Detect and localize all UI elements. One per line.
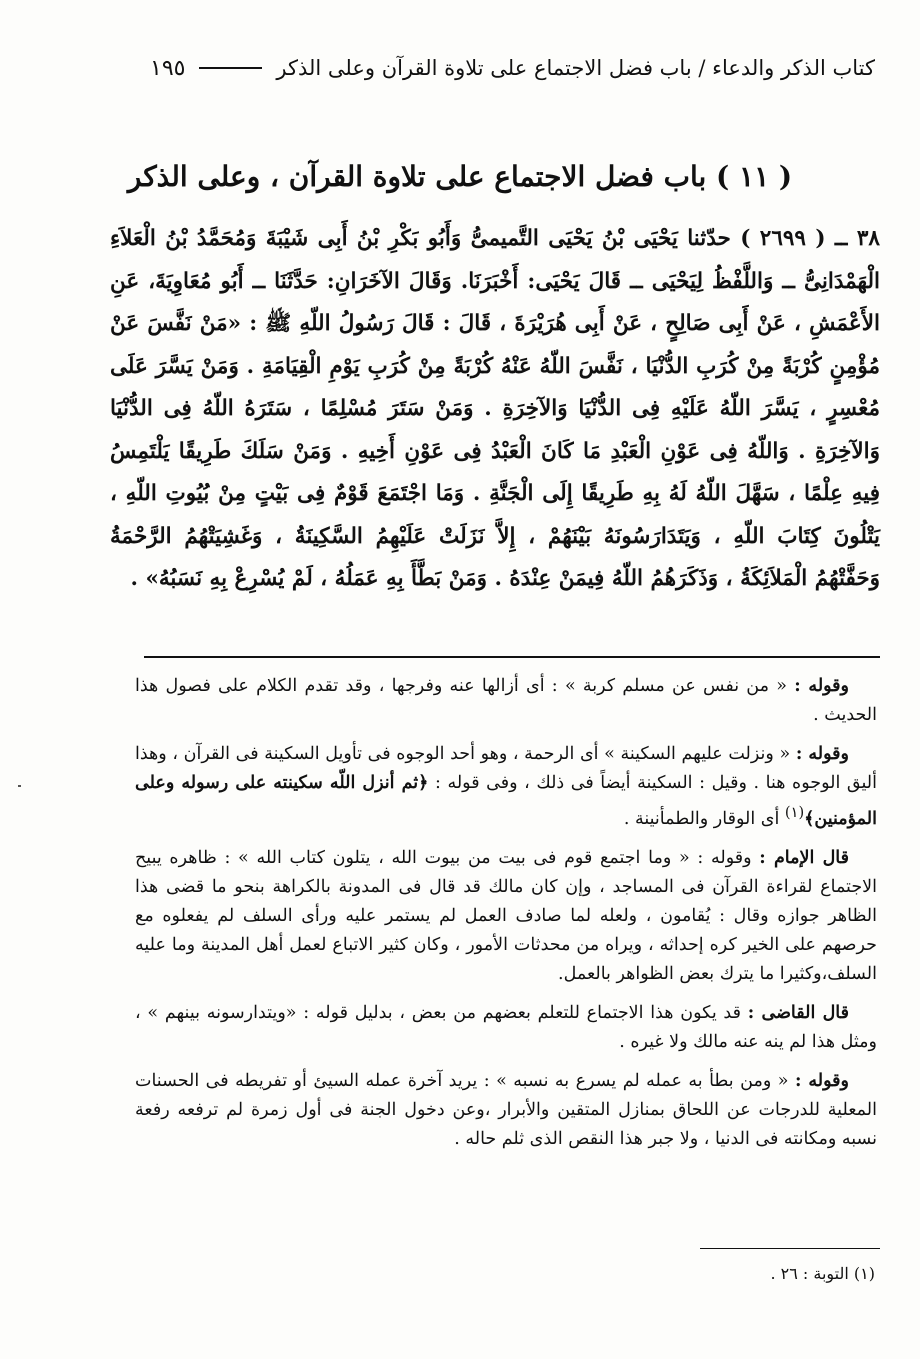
commentary-paragraph [135, 1067, 877, 1154]
footnote-rule [700, 1248, 880, 1249]
commentary-text: « ونزلت عليهم السكينة » أى الرحمة ، وهو أحد الوجوه فى تأويل السكينة فى القرآن ، وهذا أليق الوجوه هنا . وقيل : السكينة أيضاً فى ذلك ، وفى قوله : [135, 744, 877, 793]
commentary-text: أى الوقار والطمأنينة . [623, 808, 780, 829]
commentary-paragraph [135, 844, 877, 989]
footnote-ref: (١) [784, 804, 805, 821]
commentary-block [135, 672, 877, 1164]
hadith-text-block [110, 218, 880, 601]
running-title: كتاب الذكر والدعاء / باب فضل الاجتماع على تلاوة القرآن وعلى الذكر [276, 56, 875, 80]
commentary-text: وقوله : « وما اجتمع قوم فى بيت من بيوت الله ، يتلون كتاب الله » : ظاهره يبيح الاجتماع لقراءة القرآن فى المساجد ، وإن كان مالك قد قال فى المدونة بالكراهة بنحو ما قضى هذا الظاهر جوازه وقال : يُقامون ، ولعله لما صادف العمل لم يستمر عليه ورأى السلف لم يفعلوه مع حرصهم على الخير كره إحداثه ، ويراه من محدثات الأمور ، وكان كثير الاتباع لعمل أهل المدينة وما عليه السلف،وكثيرا ما يترك بعض الظواهر بالعمل. [135, 847, 877, 984]
section-divider [144, 656, 880, 658]
margin-mark [18, 785, 21, 787]
commentary-text: « من نفس عن مسلم كربة » : أى أزالها عنه وفرجها ، وقد تقدم الكلام على فصول هذا الحديث . [135, 676, 877, 725]
running-header [150, 50, 875, 86]
commentary-paragraph [135, 999, 877, 1057]
commentary-lead: وقوله : [794, 676, 850, 696]
commentary-lead: وقوله : [795, 744, 849, 764]
commentary-text: « ومن بطأ به عمله لم يسرع به نسبه » : يريد آخرة عمله السيئ أو تفريطه فى الحسنات المعلية للدرجات عن اللحاق بمنازل المتقين والأبرار ،وعن دخول الجنة فى أول زمرة لم ترفعه رفعة نسبه ومكانته فى الدنيا ، ولا جبر هذا النقص الذى ثلم حاله . [135, 1070, 877, 1149]
footnote: (١) التوبة : ٢٦ . [770, 1264, 875, 1283]
commentary-paragraph [135, 672, 877, 730]
header-rule [199, 67, 262, 69]
quran-quote: ﴿ثم أنزل اللّه سكينته على رسوله وعلى المؤمنين﴾ [135, 773, 877, 829]
commentary-text: قد يكون هذا الاجتماع للتعلم بعضهم من بعض ، بدليل قوله : «ويتدارسونه بينهم » ، ومثل هذا لم ينه عنه مالك ولا غيره . [135, 1002, 877, 1052]
commentary-lead: وقوله : [794, 1070, 849, 1091]
page-number: ١٩٥ [150, 55, 186, 81]
commentary-paragraph [135, 740, 877, 834]
hadith-number: ٣٨ ــ ( ٢٦٩٩ ) [740, 226, 880, 251]
hadith-body: حدّثنا يَحْيَى بْنُ يَحْيَى التَّميمىُّ وَأَبُو بَكْرِ بْنُ أَبِى شَيْبَةَ وَمُحَمَّدُ بْنُ الْعَلاَءِ الْهَمْدَانِىُّ ــ وَاللَّفْظُ لِيَحْيَى ــ قَالَ يَحْيَى: أَخْبَرَنَا. وَقَالَ الآخَرَانِ: حَدَّثَنَا ــ أَبُو مُعَاوِيَةَ، عَنِ الأَعْمَشِ ، عَنْ أَبِى صَالِحٍ ، عَنْ أَبِى هُرَيْرَةَ ، قَالَ : قَالَ رَسُولُ اللّهِ ﷺ : «مَنْ نَفَّسَ عَنْ مُؤْمِنٍ كُرْبَةً مِنْ كُرَبِ الدُّنْيَا ، نَفَّسَ اللّهُ عَنْهُ كُرْبَةً مِنْ كُرَبِ يَوْمِ الْقِيَامَةِ . وَمَنْ يَسَّرَ عَلَى مُعْسِرٍ ، يَسَّرَ اللّهُ عَلَيْهِ فِى الدُّنْيَا وَالآخِرَةِ . وَمَنْ سَتَرَ مُسْلِمًا ، سَتَرَهُ اللّهُ فِى الدُّنْيَا وَالآخِرَةِ . وَاللّهُ فِى عَوْنِ الْعَبْدِ مَا كَانَ الْعَبْدُ فِى عَوْنِ أَخِيهِ . وَمَنْ سَلَكَ طَرِيقًا يَلْتَمِسُ فِيهِ عِلْمًا ، سَهَّلَ اللّهُ لَهُ بِهِ طَرِيقًا إِلَى الْجَنَّةِ . وَمَا اجْتَمَعَ قَوْمٌ فِى بَيْتٍ مِنْ بُيُوتِ اللّهِ ، يَتْلُونَ كِتَابَ اللّهِ ، وَيَتَدَارَسُونَهُ بَيْنَهُمْ ، إِلاَّ نَزَلَتْ عَلَيْهِمُ السَّكِينَةُ ، وَغَشِيَتْهُمُ الرَّحْمَةُ وَحَفَّتْهُمُ الْمَلاَئِكَةُ ، وَذَكَرَهُمُ اللّهُ فِيمَنْ عِنْدَهُ . وَمَنْ بَطَّأَ بِهِ عَمَلُهُ ، لَمْ يُسْرِعْ بِهِ نَسَبُهُ» . [110, 226, 880, 591]
commentary-lead: قال الإمام : [759, 847, 849, 868]
commentary-lead: قال القاضى : [747, 1002, 849, 1023]
chapter-title: ( ١١ ) باب فضل الاجتماع على تلاوة القرآن ، وعلى الذكر [127, 160, 793, 193]
